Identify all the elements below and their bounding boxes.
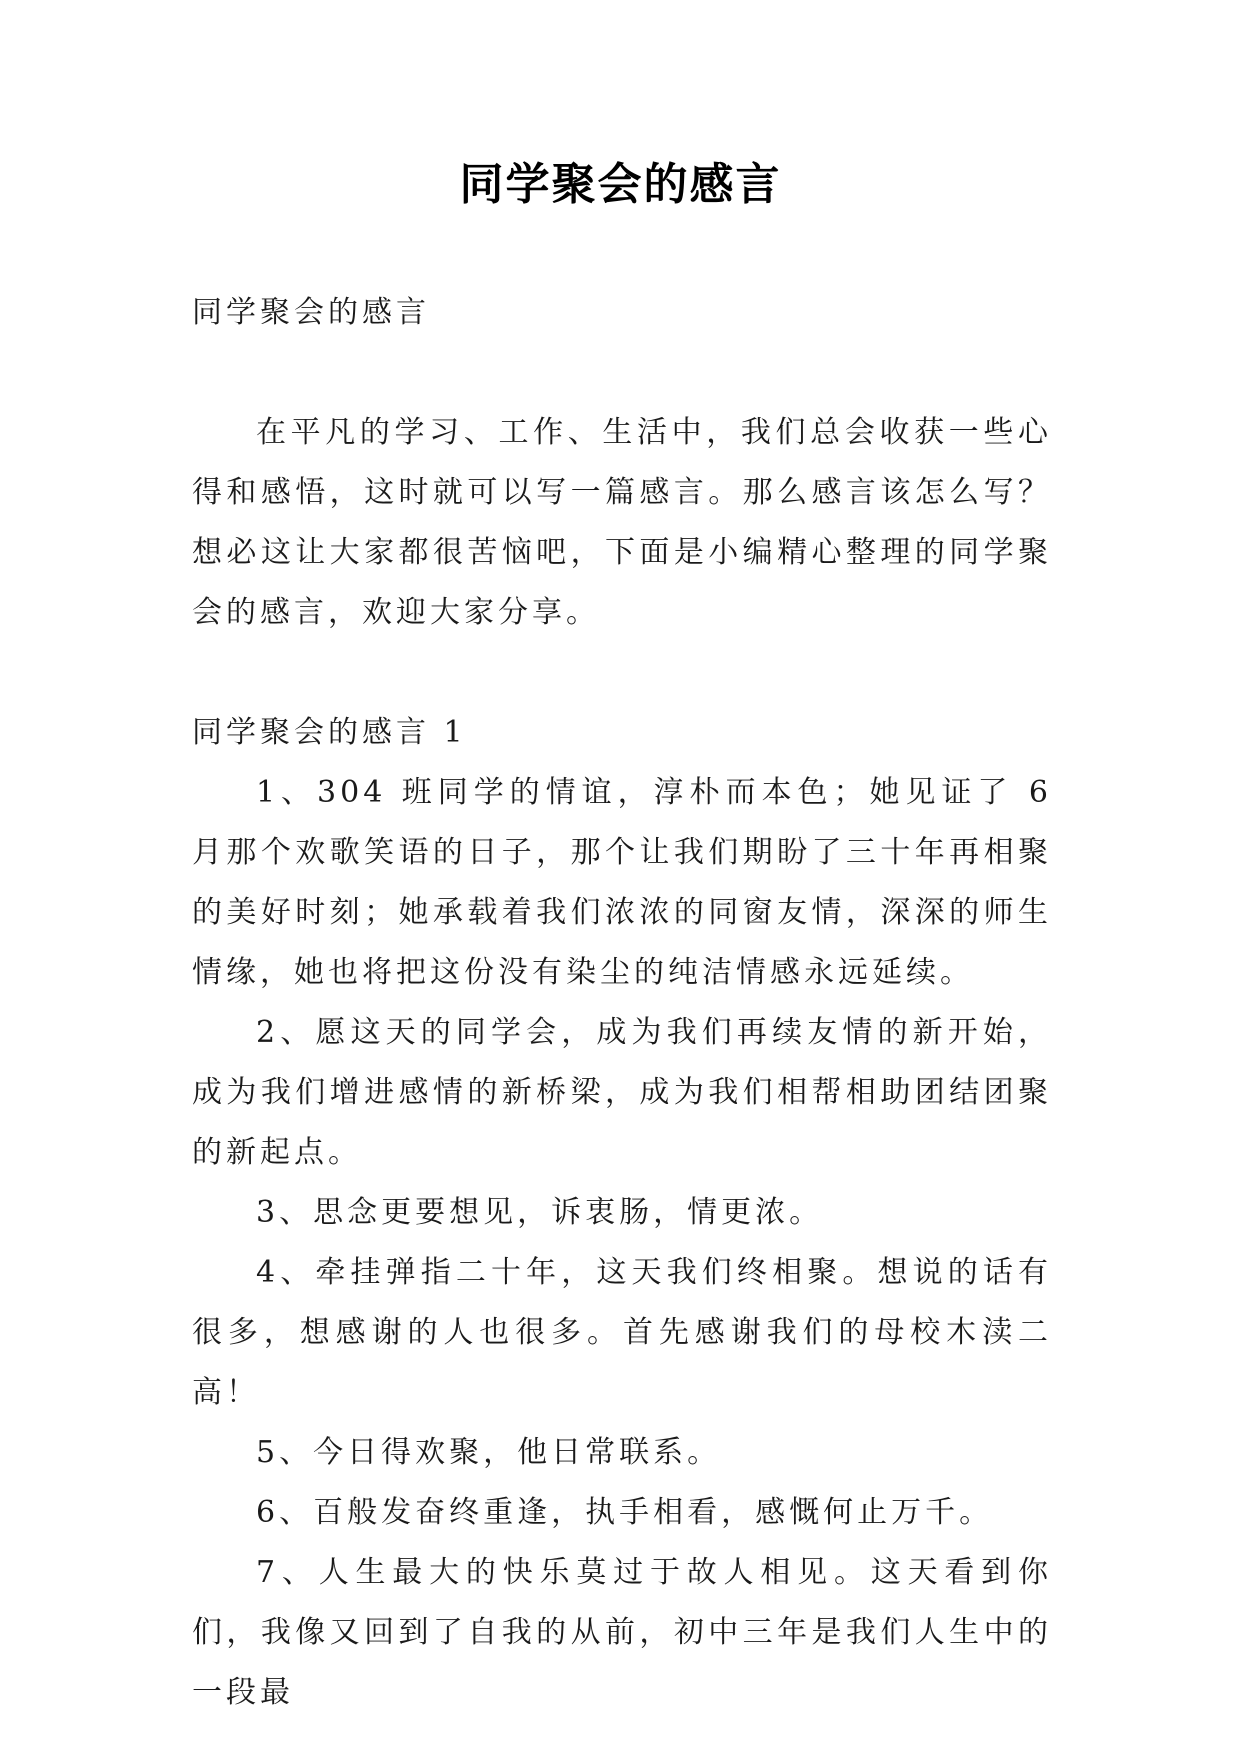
document-body <box>192 283 1052 1723</box>
list-item-4: 4、牵挂弹指二十年，这天我们终相聚。想说的话有很多，想感谢的人也很多。首先感谢我们的母校木渎二高！ <box>192 1255 1052 1410</box>
document-subtitle: 同学聚会的感言 <box>192 295 430 330</box>
intro-paragraph: 在平凡的学习、工作、生活中，我们总会收获一些心得和感悟，这时就可以写一篇感言。那么感言该怎么写？想必这让大家都很苦恼吧，下面是小编精心整理的同学聚会的感言，欢迎大家分享。 <box>192 415 1052 630</box>
list-item-5: 5、今日得欢聚，他日常联系。 <box>256 1435 722 1470</box>
list-item-3: 3、思念更要想见，诉衷肠，情更浓。 <box>256 1195 824 1230</box>
list-item-1: 1、304 班同学的情谊，淳朴而本色；她见证了 6 月那个欢歌笑语的日子，那个让我们期盼了三十年再相聚的美好时刻；她承载着我们浓浓的同窗友情，深深的师生情缘，她也将把这份没有染尘的纯洁情感永远延续。 <box>192 775 1052 990</box>
document-title: 同学聚会的感言 <box>459 159 782 210</box>
list-item-2: 2、愿这天的同学会，成为我们再续友情的新开始，成为我们增进感情的新桥梁，成为我们相帮相助团结团聚的新起点。 <box>192 1015 1052 1170</box>
list-item-6: 6、百般发奋终重逢，执手相看，感慨何止万千。 <box>256 1495 994 1530</box>
section-heading: 同学聚会的感言 1 <box>192 715 467 750</box>
list-item-7: 7、人生最大的快乐莫过于故人相见。这天看到你们，我像又回到了自我的从前，初中三年是我们人生中的一段最 <box>192 1555 1052 1710</box>
